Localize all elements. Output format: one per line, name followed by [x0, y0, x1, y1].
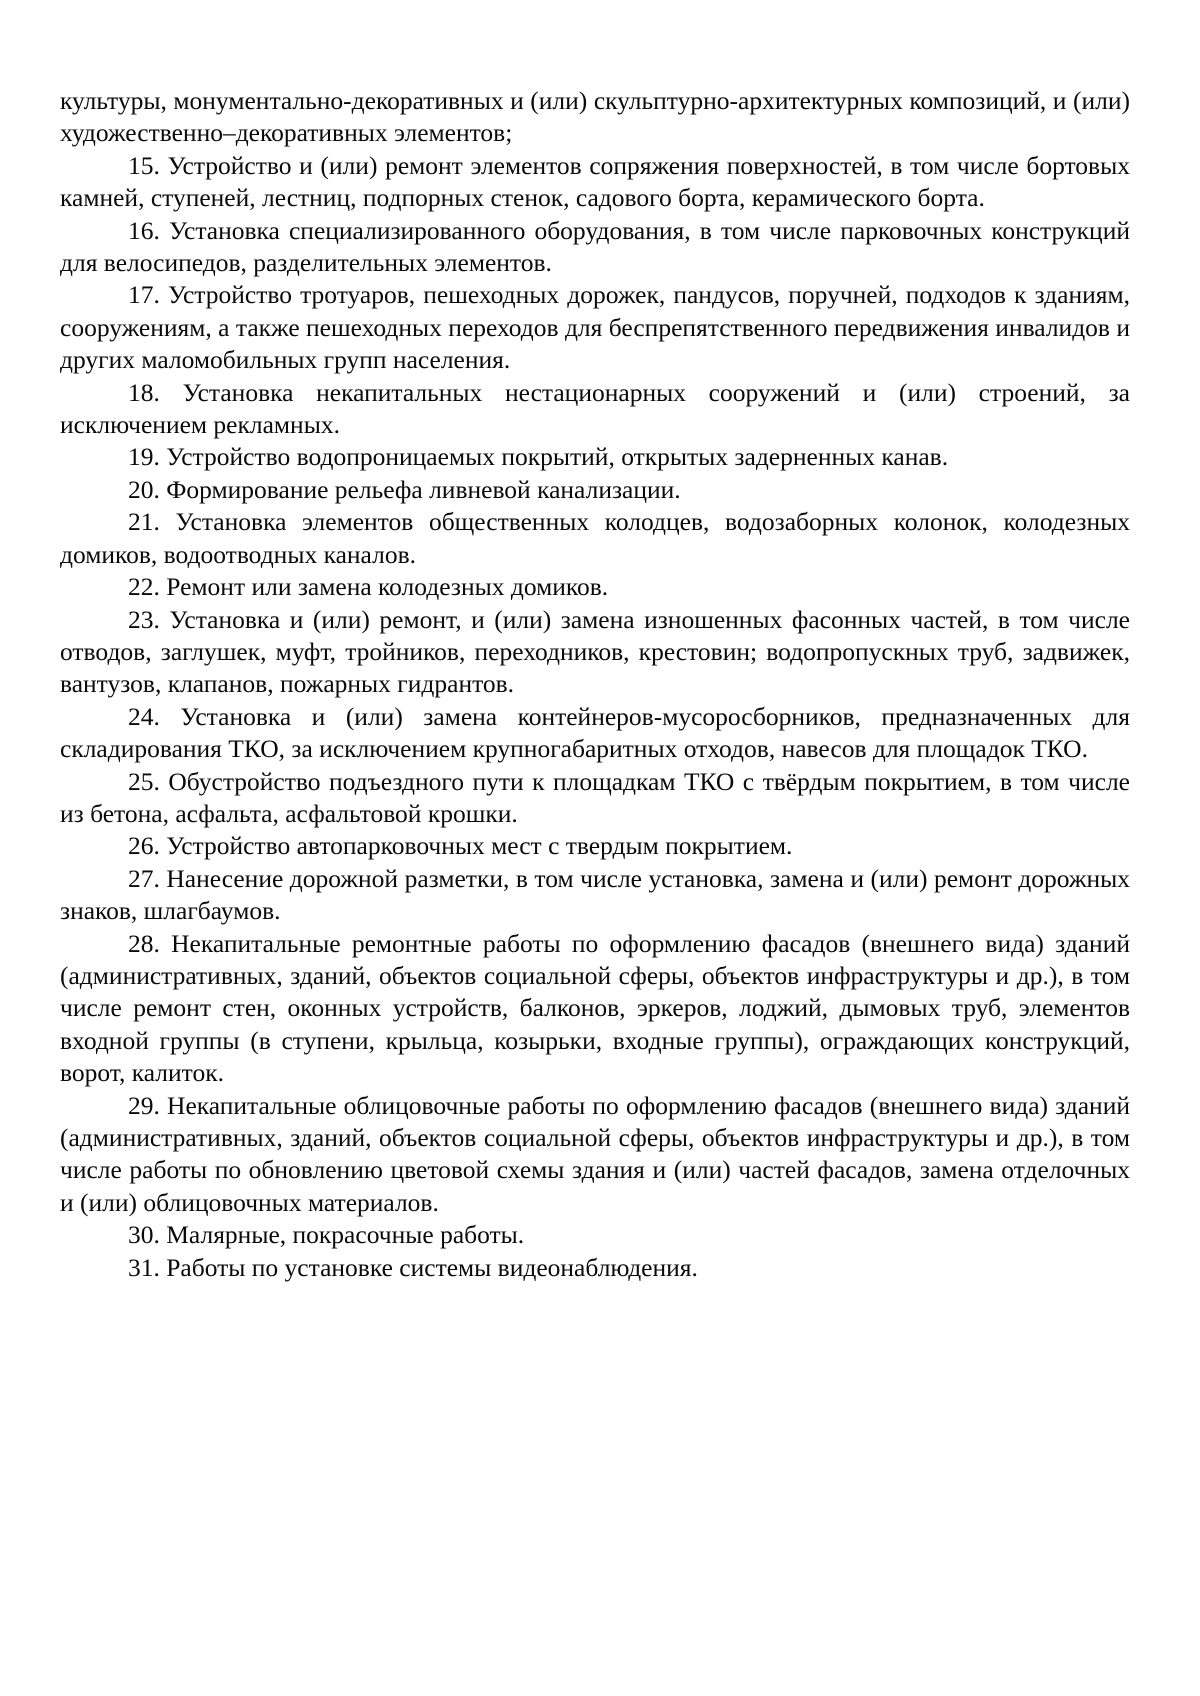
list-item-16: 16. Установка специализированного оборудования, в том числе парковочных конструкций для велосипедов, разделительных элементов.: [60, 215, 1130, 278]
continuation-paragraph: культуры, монументально-декоративных и (или) скульптурно-архитектурных композиций, и (или) художественно–декоративных элементов;: [60, 86, 1130, 148]
list-item-18: 18. Установка некапитальных нестационарных сооружений и (или) строений, за исключением рекламных.: [60, 377, 1130, 440]
list-item-24: 24. Установка и (или) замена контейнеров-мусоросборников, предназначенных для складирования ТКО, за исключением крупногабаритных отходов, навесов для площадок ТКО.: [60, 701, 1130, 764]
list-item-31: 31. Работы по установке системы видеонаблюдения.: [128, 1252, 698, 1282]
list-item-15: 15. Устройство и (или) ремонт элементов сопряжения поверхностей, в том числе бортовых камней, ступеней, лестниц, подпорных стенок, садового борта, керамического борта.: [60, 150, 1130, 213]
list-item-23: 23. Установка и (или) ремонт, и (или) замена изношенных фасонных частей, в том числе отводов, заглушек, муфт, тройников, переходников, крестовин; водопропускных труб, задвижек, вантузов, клапанов, пожарных гидрантов.: [60, 604, 1130, 699]
list-item-21: 21. Установка элементов общественных колодцев, водозаборных колонок, колодезных домиков, водоотводных каналов.: [60, 507, 1130, 569]
list-item-17: 17. Устройство тротуаров, пешеходных дорожек, пандусов, поручней, подходов к зданиям, сооружениям, а также пешеходных переходов для беспрепятственного передвижения инвалидов и других маломобильных групп населения.: [60, 280, 1130, 375]
list-item-25: 25. Обустройство подъездного пути к площадкам ТКО с твёрдым покрытием, в том числе из бетона, асфальта, асфальтовой крошки.: [60, 766, 1130, 828]
list-item-26: 26. Устройство автопарковочных мест с твердым покрытием.: [128, 831, 793, 861]
list-item-28: 28. Некапитальные ремонтные работы по оформлению фасадов (внешнего вида) зданий (административных, зданий, объектов социальной сферы, объектов инфраструктуры и др.), в том числе ремонт стен, оконных устройств, балконов, эркеров, лоджий, дымовых труб, элементов входной группы (в ступени, крыльца, козырьки, входные группы), ограждающих конструкций, ворот, калиток.: [60, 928, 1130, 1088]
document-page: [60, 85, 1130, 1284]
list-item-30: 30. Малярные, покрасочные работы.: [128, 1220, 525, 1250]
list-item-27: 27. Нанесение дорожной разметки, в том числе установка, замена и (или) ремонт дорожных знаков, шлагбаумов.: [60, 863, 1130, 926]
list-item-20: 20. Формирование рельефа ливневой канализации.: [128, 474, 681, 504]
list-item-22: 22. Ремонт или замена колодезных домиков.: [128, 572, 609, 602]
list-item-29: 29. Некапитальные облицовочные работы по оформлению фасадов (внешнего вида) зданий (административных, зданий, объектов социальной сферы, объектов инфраструктуры и др.), в том числе работы по обновлению цветовой схемы здания и (или) частей фасадов, замена отделочных и (или) облицовочных материалов.: [60, 1090, 1130, 1217]
list-item-19: 19. Устройство водопроницаемых покрытий, открытых задерненных канав.: [128, 442, 949, 472]
